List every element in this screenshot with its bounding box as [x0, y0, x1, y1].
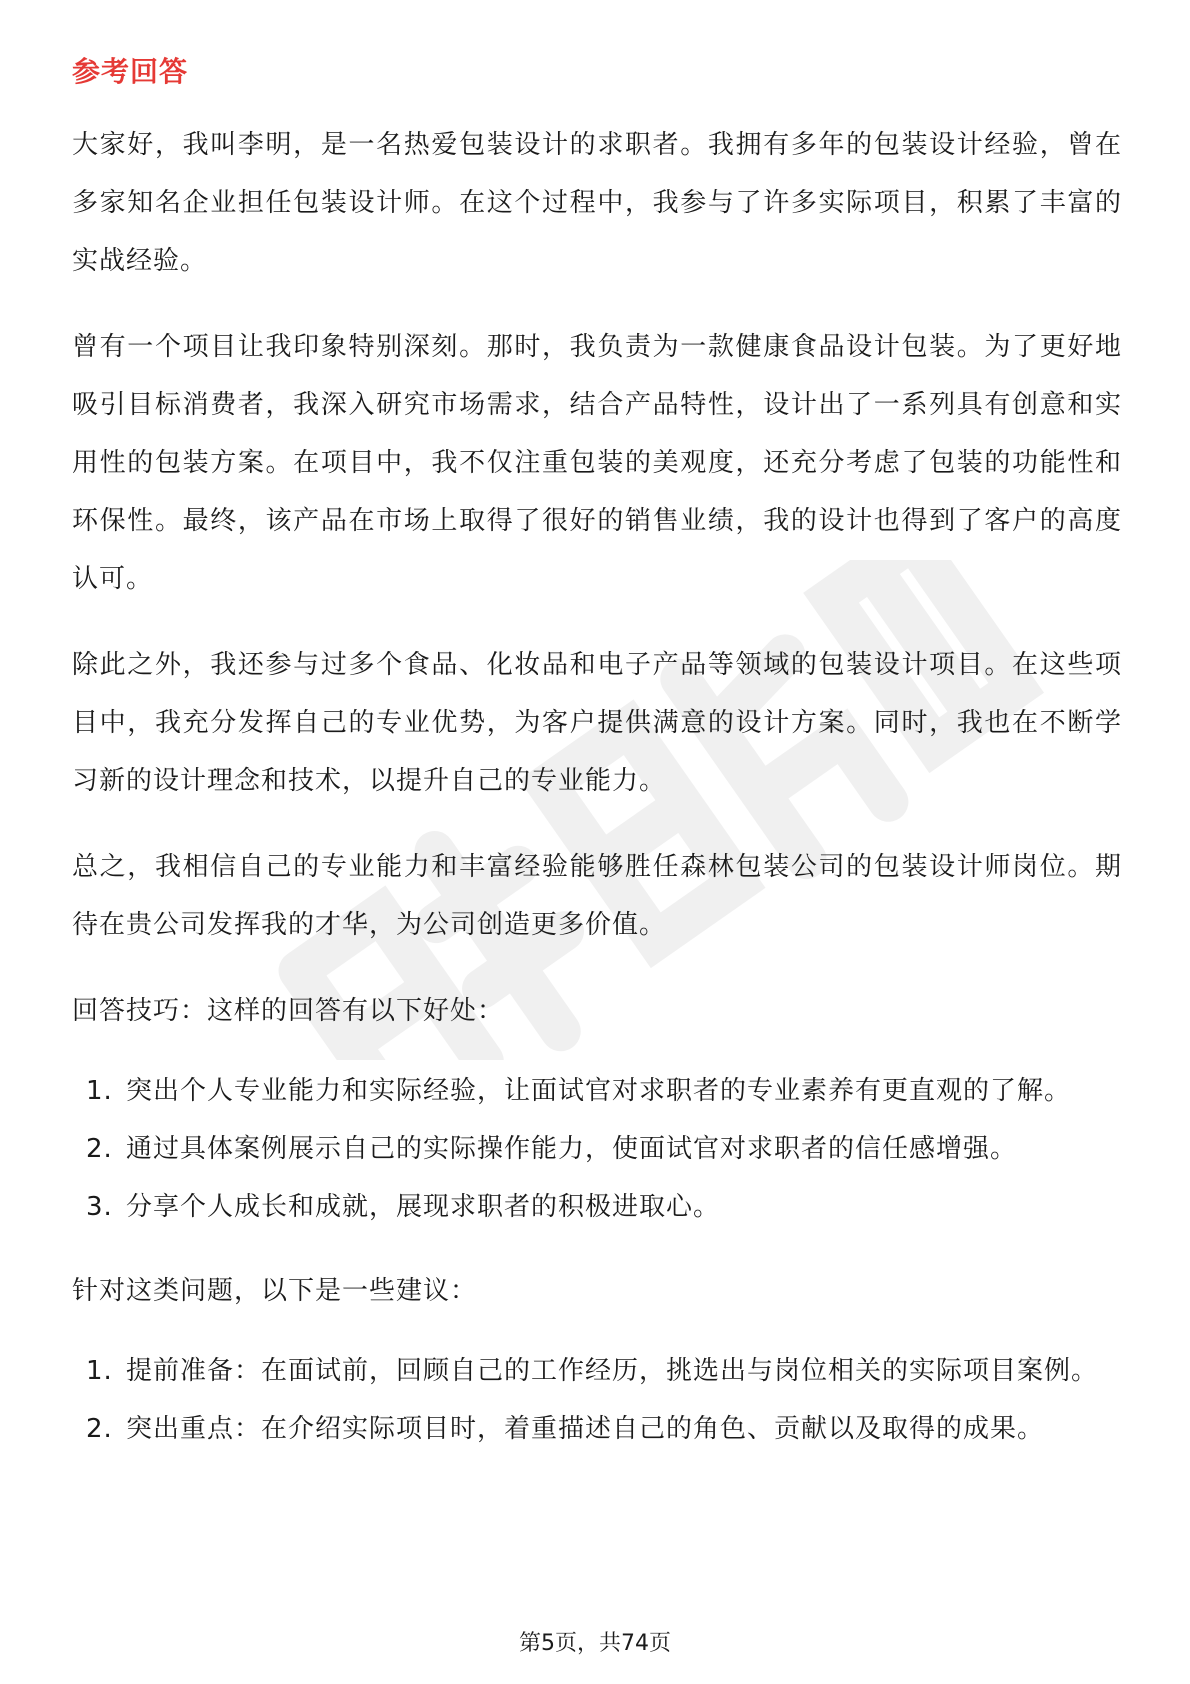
paragraph-intro: 大家好，我叫李明，是一名热爱包装设计的求职者。我拥有多年的包装设计经验，曾在多家知名企业担任包装设计师。在这个过程中，我参与了许多实际项目，积累了丰富的实战经验。: [72, 130, 1122, 276]
list-number: 1.: [86, 1076, 113, 1106]
list-item: [72, 1178, 1122, 1236]
section-heading: 参考回答: [72, 55, 189, 88]
list-item: [72, 1062, 1122, 1120]
list-text: 提前准备：在面试前，回顾自己的工作经历，挑选出与岗位相关的实际项目案例。: [126, 1356, 1099, 1386]
list-item: [72, 1400, 1122, 1458]
paragraph-experience: 除此之外，我还参与过多个食品、化妆品和电子产品等领域的包装设计项目。在这些项目中，我充分发挥自己的专业优势，为客户提供满意的设计方案。同时，我也在不断学习新的设计理念和技术，以提升自己的专业能力。: [72, 650, 1122, 796]
advice-list: [72, 1342, 1122, 1458]
list-item: [72, 1342, 1122, 1400]
list-text: 通过具体案例展示自己的实际操作能力，使面试官对求职者的信任感增强。: [126, 1134, 1018, 1164]
tips-label: 回答技巧：这样的回答有以下好处：: [72, 996, 505, 1026]
list-number: 2.: [86, 1134, 113, 1164]
page-footer: 第5页，共74页: [519, 1631, 671, 1656]
list-number: 1.: [86, 1356, 113, 1386]
advice-label: 针对这类问题，以下是一些建议：: [72, 1276, 478, 1306]
list-text: 分享个人成长和成就，展现求职者的积极进取心。: [126, 1192, 721, 1222]
list-text: 突出重点：在介绍实际项目时，着重描述自己的角色、贡献以及取得的成果。: [126, 1414, 1045, 1444]
content-body: [72, 116, 1122, 1484]
list-number: 3.: [86, 1192, 113, 1222]
tips-list: [72, 1062, 1122, 1236]
paragraph-summary: 总之，我相信自己的专业能力和丰富经验能够胜任森林包装公司的包装设计师岗位。期待在贵公司发挥我的才华，为公司创造更多价值。: [72, 852, 1122, 940]
list-text: 突出个人专业能力和实际经验，让面试官对求职者的专业素养有更直观的了解。: [126, 1076, 1072, 1106]
list-number: 2.: [86, 1414, 113, 1444]
list-item: [72, 1120, 1122, 1178]
paragraph-project: 曾有一个项目让我印象特别深刻。那时，我负责为一款健康食品设计包装。为了更好地吸引目标消费者，我深入研究市场需求，结合产品特性，设计出了一系列具有创意和实用性的包装方案。在项目中，我不仅注重包装的美观度，还充分考虑了包装的功能性和环保性。最终，该产品在市场上取得了很好的销售业绩，我的设计也得到了客户的高度认可。: [72, 332, 1122, 594]
